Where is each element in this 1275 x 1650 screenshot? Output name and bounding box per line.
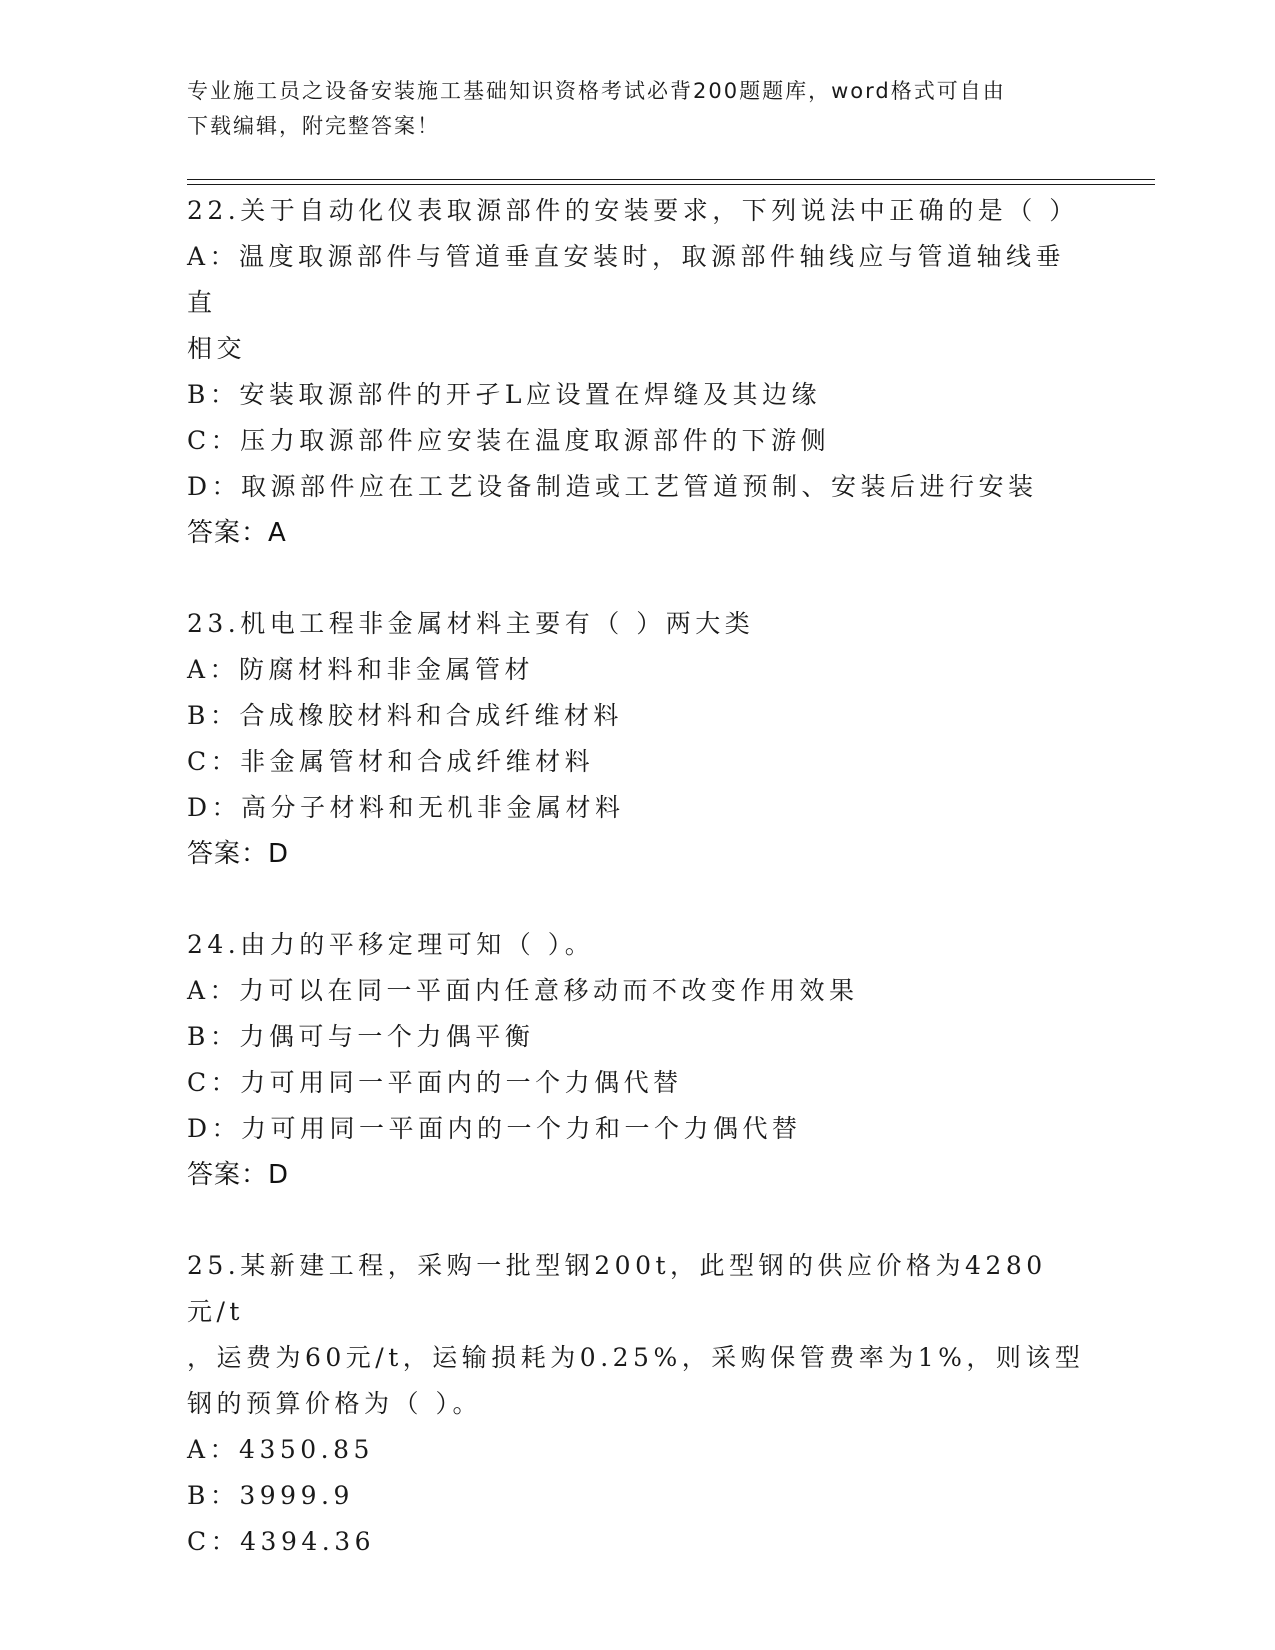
document-header [187,74,1087,144]
header-divider-top [187,179,1155,180]
option-d: D：高分子材料和无机非金属材料 [187,793,625,822]
question-24 [187,922,1087,1198]
question-stem-line-1: 25.某新建工程，采购一批型钢200t，此型钢的供应价格为4280元/t [187,1251,1047,1326]
question-list [187,188,1087,1610]
option-c: C：非金属管材和合成纤维材料 [187,747,595,776]
answer-label: 答案：D [187,1160,290,1190]
question-22 [187,188,1087,556]
question-stem-line-3: 钢的预算价格为（ ）。 [187,1389,482,1418]
header-divider-bottom [187,184,1155,185]
option-a: A：防腐材料和非金属管材 [187,655,535,684]
question-stem: 24.由力的平移定理可知（ ）。 [187,930,595,959]
option-a-continued: 相交 [187,334,247,363]
question-stem: 22.关于自动化仪表取源部件的安装要求，下列说法中正确的是（ ） [187,196,1079,225]
question-stem: 23.机电工程非金属材料主要有（ ）两大类 [187,609,755,638]
option-c: C：4394.36 [187,1527,376,1556]
option-a: A：温度取源部件与管道垂直安装时，取源部件轴线应与管道轴线垂直 [187,242,1066,317]
option-d: D：力可用同一平面内的一个力和一个力偶代替 [187,1114,802,1143]
header-line-1: 专业施工员之设备安装施工基础知识资格考试必背200题题库，word格式可自由 [187,79,1006,103]
option-b: B：安装取源部件的开孑L应设置在焊缝及其边缘 [187,380,821,409]
option-b: B：合成橡胶材料和合成纤维材料 [187,701,623,730]
answer-label: 答案：D [187,839,290,869]
answer-label: 答案：A [187,518,287,548]
option-d: D：取源部件应在工艺设备制造或工艺管道预制、安装后进行安装 [187,472,1038,501]
option-a: A：力可以在同一平面内任意移动而不改变作用效果 [187,976,859,1005]
option-c: C：力可用同一平面内的一个力偶代替 [187,1068,683,1097]
question-25 [187,1243,1087,1565]
header-line-2: 下载编辑，附完整答案！ [187,114,440,138]
option-b: B：力偶可与一个力偶平衡 [187,1022,535,1051]
question-23 [187,601,1087,877]
option-c: C：压力取源部件应安装在温度取源部件的下游侧 [187,426,831,455]
option-b: B：3999.9 [187,1481,354,1510]
option-a: A：4350.85 [187,1435,374,1464]
question-stem-line-2: ，运费为60元/t，运输损耗为0.25%，采购保管费率为1%，则该型 [187,1343,1085,1372]
